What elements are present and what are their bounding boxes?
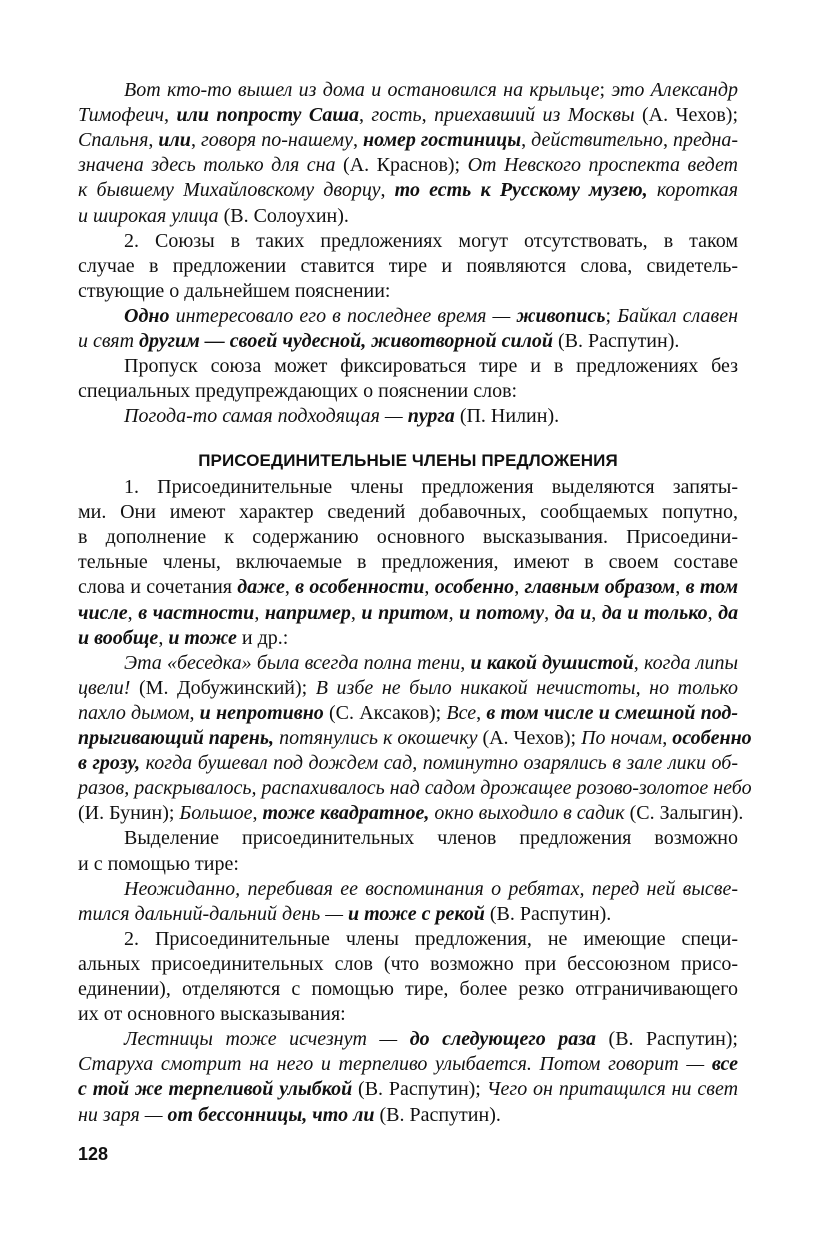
plain-text: , bbox=[662, 129, 673, 152]
emphasis-text: в том bbox=[685, 576, 739, 599]
example-text: Неожиданно, перебивая ее воспоминания о ребятах, перед ней высве- bbox=[124, 877, 738, 900]
emphasis-text: и притом bbox=[361, 601, 449, 624]
text-line bbox=[78, 1077, 738, 1102]
plain-text: тельные члены, включаемые в предложения, имеют в своем составе bbox=[78, 551, 738, 574]
emphasis-text: до следующего раза bbox=[409, 1028, 597, 1051]
example-text: В избе не было никакой нечистоты, но только bbox=[315, 676, 738, 699]
plain-text: Выделение присоединительных членов предложения возможно bbox=[124, 827, 738, 850]
example-text: интересовало его в последнее время — bbox=[169, 304, 517, 327]
plain-text: (А. Чехов); bbox=[634, 104, 739, 127]
text-line bbox=[78, 1002, 738, 1027]
emphasis-text: другим — своей чудесной, животворной силой bbox=[139, 330, 553, 352]
plain-text: (В. Распутин). bbox=[374, 1103, 501, 1126]
plain-text: (В. Распутин); bbox=[596, 1028, 738, 1051]
example-text: значена здесь только для сна bbox=[78, 154, 336, 177]
plain-text: , bbox=[189, 701, 200, 724]
emphasis-text: числе bbox=[78, 601, 128, 624]
example-text: От Невского проспекта ведет bbox=[467, 154, 738, 177]
plain-text: , bbox=[350, 601, 362, 624]
example-text: ни заря — bbox=[78, 1103, 168, 1126]
plain-text: , bbox=[460, 651, 471, 674]
plain-text: ствующие о дальнейшем пояснении: bbox=[78, 279, 391, 302]
text-line bbox=[124, 304, 738, 329]
plain-text: , bbox=[359, 104, 372, 127]
emphasis-text: да и только bbox=[601, 601, 708, 624]
plain-text: слова и сочетания bbox=[78, 576, 238, 599]
example-text: и широкая улица bbox=[78, 204, 219, 227]
example-text: Все bbox=[446, 701, 477, 724]
example-text: окно выходило в садик bbox=[429, 802, 625, 825]
plain-text: (А. Краснов); bbox=[335, 154, 468, 177]
plain-text: , bbox=[284, 576, 296, 599]
text-line bbox=[78, 329, 738, 354]
plain-text: , bbox=[421, 104, 435, 127]
emphasis-text: все bbox=[711, 1053, 738, 1076]
example-text: короткая bbox=[647, 179, 739, 202]
plain-text: , bbox=[591, 601, 602, 624]
emphasis-text: или попросту Саша bbox=[176, 104, 359, 127]
plain-text: , bbox=[164, 104, 177, 127]
example-text: цвели! bbox=[78, 676, 131, 699]
plain-text: 2. Присоединительные члены предложения, не имеющие специ- bbox=[124, 927, 738, 950]
text-line bbox=[78, 279, 738, 304]
plain-text: (В. Распутин). bbox=[552, 330, 680, 352]
plain-text: , bbox=[352, 129, 363, 152]
emphasis-text: даже bbox=[237, 576, 285, 599]
text-line bbox=[78, 626, 738, 651]
plain-text: их от основного высказывания: bbox=[78, 1003, 346, 1026]
text-line bbox=[78, 776, 752, 801]
text-line bbox=[78, 128, 738, 153]
emphasis-text: и вообще bbox=[78, 626, 159, 649]
emphasis-text: прыгивающий парень, bbox=[78, 727, 275, 749]
text-line bbox=[78, 525, 738, 550]
text-line bbox=[124, 927, 738, 952]
text-line bbox=[124, 1027, 738, 1052]
text-line bbox=[78, 902, 738, 927]
plain-text: , bbox=[148, 129, 159, 152]
plain-text: , bbox=[448, 601, 460, 624]
emphasis-text: особенно bbox=[434, 576, 515, 599]
example-text: Погода-то самая подходящая — bbox=[124, 405, 408, 428]
text-line bbox=[78, 103, 738, 128]
emphasis-text: и непротивно bbox=[199, 701, 324, 724]
emphasis-text: в грозу, bbox=[78, 752, 141, 775]
emphasis-text: в том числе и смешной под- bbox=[486, 701, 739, 724]
plain-text: (В. Солоухин). bbox=[218, 204, 349, 227]
text-line bbox=[124, 78, 738, 103]
text-line bbox=[124, 877, 738, 902]
text-line bbox=[124, 475, 738, 500]
plain-text: ; bbox=[599, 79, 612, 101]
page-number: 128 bbox=[78, 1144, 109, 1164]
text-line bbox=[78, 751, 738, 776]
plain-text: , bbox=[158, 626, 169, 649]
example-text: и свят bbox=[78, 330, 140, 352]
text-line bbox=[78, 726, 752, 751]
example-text: это Александр bbox=[611, 79, 738, 101]
text-line bbox=[124, 229, 738, 254]
text-line bbox=[78, 379, 738, 404]
text-line bbox=[124, 651, 738, 676]
emphasis-text: и какой душистой bbox=[470, 651, 634, 674]
example-text: пахло дымом bbox=[78, 701, 190, 724]
example-text: Байкал славен bbox=[617, 304, 738, 327]
emphasis-text: и тоже bbox=[168, 626, 237, 649]
text-line bbox=[78, 254, 738, 279]
emphasis-text: особенно bbox=[672, 727, 752, 749]
example-text: говоря по-нашему bbox=[200, 129, 353, 152]
emphasis-text: например bbox=[264, 601, 351, 624]
plain-text: (М. Добужинский); bbox=[130, 676, 316, 699]
text-line bbox=[124, 826, 738, 851]
emphasis-text: с той же терпеливой улыбкой bbox=[78, 1078, 353, 1101]
plain-text: 1. Присоединительные члены предложения выделяются запяты- bbox=[124, 476, 738, 498]
example-text: Эта «беседка» была всегда полна тени bbox=[124, 651, 461, 674]
text-line bbox=[78, 952, 738, 977]
text-line bbox=[78, 701, 738, 726]
plain-text: специальных предупреждающих о пояснении слов: bbox=[78, 380, 518, 403]
example-text: приехавший из Москвы bbox=[434, 104, 635, 127]
example-text: Чего он притащился ни свет bbox=[486, 1078, 739, 1101]
text-line bbox=[78, 1103, 738, 1128]
example-text: тился дальний-дальний день — bbox=[78, 902, 349, 925]
plain-text: (С. Аксаков); bbox=[323, 701, 447, 724]
example-text: Тимофеич bbox=[78, 104, 165, 127]
emphasis-text: в особенности bbox=[295, 576, 425, 599]
example-text: гость bbox=[371, 104, 422, 127]
plain-text: , bbox=[707, 601, 719, 624]
emphasis-text: тоже квадратное, bbox=[262, 802, 430, 825]
emphasis-text: и потому bbox=[459, 601, 545, 624]
example-text: предна- bbox=[672, 129, 739, 152]
example-text: к бывшему Михайловскому дворцу bbox=[78, 179, 381, 202]
plain-text: в дополнение к содержанию основного высказывания. Присоедини- bbox=[78, 526, 738, 549]
text-line bbox=[78, 601, 738, 626]
plain-text: , bbox=[633, 651, 645, 674]
emphasis-text: главным образом bbox=[524, 576, 676, 599]
text-line bbox=[78, 178, 738, 203]
plain-text: случае в предложении ставится тире и появляются слова, свидетель- bbox=[78, 254, 738, 277]
plain-text: , bbox=[424, 576, 435, 599]
emphasis-text: да и bbox=[554, 601, 592, 624]
plain-text: (В. Распутин); bbox=[352, 1078, 487, 1101]
emphasis-text: Одно bbox=[124, 304, 170, 327]
plain-text: альных присоединительных слов (что возможно при бессоюзном присо- bbox=[78, 952, 738, 975]
plain-text: , bbox=[254, 601, 265, 624]
text-line bbox=[78, 550, 738, 575]
example-text: По ночам bbox=[581, 727, 663, 749]
emphasis-text: номер гостиницы bbox=[362, 129, 522, 152]
emphasis-text: или bbox=[158, 129, 191, 152]
plain-text: , bbox=[476, 701, 487, 724]
text-line bbox=[124, 354, 738, 379]
example-text: Лестницы тоже исчезнут — bbox=[124, 1028, 410, 1051]
example-text: Старуха смотрит на него и терпеливо улыбается. Потом говорит — bbox=[78, 1053, 712, 1076]
emphasis-text: пурга bbox=[407, 405, 455, 428]
plain-text: (В. Распутин). bbox=[484, 902, 612, 925]
text-line bbox=[78, 977, 738, 1002]
text-line bbox=[78, 676, 738, 701]
emphasis-text: и тоже с рекой bbox=[348, 902, 485, 925]
example-text: когда бушевал под дождем сад, поминутно озарялись в зале лики об- bbox=[140, 752, 739, 775]
plain-text: , bbox=[252, 802, 263, 825]
plain-text: , bbox=[127, 601, 139, 624]
text-line bbox=[78, 500, 738, 525]
text-line bbox=[78, 153, 738, 178]
emphasis-text: то есть к Русскому музею, bbox=[394, 179, 648, 202]
plain-text: , bbox=[544, 601, 555, 624]
example-text: когда липы bbox=[644, 651, 739, 674]
plain-text: , bbox=[662, 727, 673, 749]
emphasis-text: да bbox=[718, 601, 739, 624]
plain-text: единении), отделяются с помощью тире, более резко отграничивающего bbox=[78, 978, 738, 1000]
plain-text: , bbox=[380, 179, 395, 202]
plain-text: Пропуск союза может фиксироваться тире и в предложениях без bbox=[124, 355, 738, 378]
section-heading: ПРИСОЕДИНИТЕЛЬНЫЕ ЧЛЕНЫ ПРЕДЛОЖЕНИЯ bbox=[198, 451, 618, 470]
plain-text: , bbox=[190, 129, 201, 152]
plain-text: и др.: bbox=[236, 626, 289, 649]
plain-text: 2. Союзы в таких предложениях могут отсутствовать, в таком bbox=[124, 229, 738, 252]
emphasis-text: в частности bbox=[138, 601, 255, 624]
emphasis-text: живопись bbox=[516, 304, 606, 327]
plain-text: (П. Нилин). bbox=[454, 405, 560, 428]
plain-text: ; bbox=[605, 304, 618, 327]
emphasis-text: от бессонницы, что ли bbox=[167, 1103, 375, 1126]
plain-text: , bbox=[675, 576, 686, 599]
text-line bbox=[78, 852, 738, 877]
text-line bbox=[78, 204, 738, 229]
plain-text: (И. Бунин); bbox=[78, 802, 180, 825]
plain-text: ми. Они имеют характер сведений добавочных, сообщаемых попутно, bbox=[78, 501, 738, 524]
example-text: Вот кто-то вышел из дома и остановился на крыльце bbox=[124, 79, 600, 101]
example-text: Большое bbox=[179, 802, 253, 825]
text-line bbox=[124, 404, 738, 429]
plain-text: , bbox=[514, 576, 525, 599]
plain-text: , bbox=[521, 129, 532, 152]
example-text: потянулись к окошечку bbox=[274, 727, 478, 749]
example-text: Спальня bbox=[78, 129, 149, 152]
text-line bbox=[78, 1052, 738, 1077]
text-line bbox=[78, 801, 744, 826]
example-text: разов, раскрывалось, распахивалось над садом дрожащее розово-золотое небо bbox=[78, 777, 752, 800]
example-text: действительно bbox=[531, 129, 663, 152]
plain-text: (А. Чехов); bbox=[477, 727, 582, 749]
text-line bbox=[78, 575, 738, 600]
plain-text: и с помощью тире: bbox=[78, 852, 239, 875]
plain-text: (С. Залыгин). bbox=[624, 802, 744, 825]
